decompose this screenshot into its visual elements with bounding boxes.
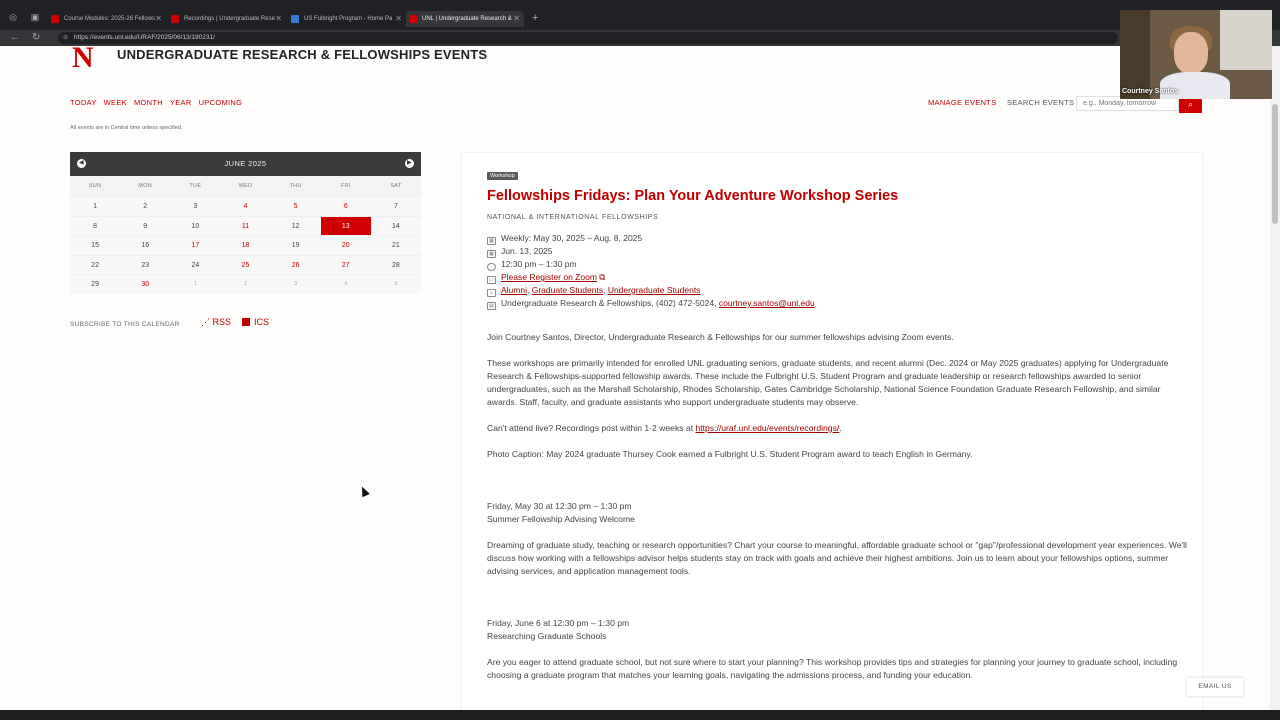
close-tab-icon[interactable]: ✕ — [275, 14, 282, 23]
calendar-day[interactable]: 15 — [70, 235, 120, 255]
event-audience: ☺ Alumni, Graduate Students, Undergraduate Students — [488, 285, 701, 296]
subscribe-label: SUBSCRIBE TO THIS CALENDAR — [70, 321, 180, 328]
recurrence-text: Weekly: May 30, 2025 – Aug. 8, 2025 — [501, 233, 643, 243]
calendar-day[interactable]: 25 — [220, 255, 270, 275]
calendar-day[interactable]: 27 — [321, 255, 371, 275]
calendar-day[interactable]: 16 — [120, 235, 170, 255]
calendar-icon: ▦ — [487, 237, 496, 245]
favicon-icon — [171, 15, 179, 23]
contact-text: Undergraduate Research & Fellowships, (402) 472-5024, — [501, 298, 717, 308]
site-title[interactable]: UNDERGRADUATE RESEARCH & FELLOWSHIPS EVENTS — [117, 47, 488, 62]
tab-title: Recordings | Undergraduate Rese — [184, 16, 275, 22]
event-intro: Join Courtney Santos, Director, Undergraduate Research & Fellowships for our summer fellowships advising Zoom events. — [487, 332, 954, 342]
event-location — [487, 272, 605, 284]
calendar-day[interactable]: 19 — [271, 235, 321, 255]
time-text: 12:30 pm – 1:30 pm — [501, 259, 577, 269]
webcam-overlay — [1120, 10, 1272, 99]
calendar-day-selected[interactable]: 13 — [321, 216, 371, 236]
nav-upcoming[interactable]: UPCOMING — [198, 98, 243, 107]
presenter-face — [1174, 32, 1208, 74]
prev-month-icon[interactable]: ◀ — [78, 160, 84, 166]
recordings-link[interactable]: https://uraf.unl.edu/events/recordings/ — [695, 423, 840, 433]
recordings-end: . — [839, 423, 842, 433]
search-events-label: SEARCH EVENTS — [1007, 98, 1075, 107]
reload-icon[interactable]: ↻ — [32, 32, 41, 43]
calendar-day[interactable]: 6 — [321, 196, 371, 216]
manage-events-link[interactable]: MANAGE EVENTS — [928, 98, 997, 107]
audience-undergrad-link[interactable]: Undergraduate Students — [607, 285, 701, 295]
external-link-icon: ⧉ — [599, 272, 606, 282]
rss-link[interactable] — [201, 317, 231, 328]
weekday-label: SAT — [390, 183, 402, 189]
weekday-label: TUE — [189, 183, 202, 189]
wall-background — [1220, 10, 1272, 70]
calendar-day[interactable]: 26 — [271, 255, 321, 275]
rss-label: RSS — [212, 317, 232, 327]
calendar-day[interactable]: 10 — [170, 216, 220, 236]
audience-grad-link[interactable]: Graduate Students — [531, 285, 604, 295]
tab-list-icon[interactable]: ▣ — [30, 12, 40, 22]
recordings-note — [487, 422, 1187, 435]
calendar-day[interactable]: 5 — [271, 196, 321, 216]
audience-alumni-link[interactable]: Alumni — [501, 285, 527, 295]
calendar-day[interactable]: 12 — [271, 216, 321, 236]
unl-logo[interactable]: N — [72, 46, 94, 74]
calendar-day[interactable]: 28 — [371, 255, 421, 275]
session-time: Friday, May 30 at 12:30 pm – 1:30 pm — [487, 501, 632, 511]
page-scrollbar[interactable] — [1270, 46, 1280, 710]
event-title: Fellowships Fridays: Plan Your Adventure Workshop Series — [487, 188, 899, 204]
event-recurrence — [487, 233, 642, 245]
calendar-weekdays — [70, 176, 421, 196]
zoom-register-link[interactable]: Please Register on Zoom — [501, 272, 597, 282]
view-navigation — [70, 98, 242, 107]
calendar-header — [70, 152, 421, 176]
weekday-label: WED — [238, 183, 253, 189]
laptop-icon: ▭ — [487, 276, 496, 284]
url-field[interactable] — [58, 32, 1118, 44]
clock-icon: · — [487, 263, 496, 271]
event-contact — [487, 298, 815, 310]
contact-email-link[interactable]: courtney.santos@unl.edu — [718, 298, 815, 308]
calendar-day[interactable]: 9 — [120, 216, 170, 236]
bookshelf-background — [1120, 10, 1150, 99]
rss-icon: ⋰ — [201, 317, 213, 327]
event-time — [487, 259, 577, 271]
browser-tab-active[interactable] — [406, 11, 524, 27]
event-description: These workshops are primarily intended for enrolled UNL graduating seniors, graduate students, and recent alumni (Dec. 2024 or May 2025 graduates) applying for Undergraduate Research & Fellowships-supported fellowship awards. These include the Fulbright U.S. Student Program and graduate leadership or research fellowships awarded to senior undergraduates, such as the Marshall Scholarship, Rhodes Scholarship, Gates Cambridge Scholarship, National Science Foundation Graduate Research Fellowship, and similar awards. Staff, faculty, and graduate assistants who support undergraduate students may observe. — [487, 358, 1169, 407]
contact-card-icon: ▤ — [487, 302, 496, 310]
calendar-days — [70, 196, 421, 294]
tab-title: UNL | Undergraduate Research & — [422, 16, 512, 22]
presenter-name: Courtney Santos — [1122, 88, 1179, 95]
calendar-day[interactable]: 3 — [170, 196, 220, 216]
people-icon: ☺ — [488, 290, 495, 296]
weekday-label: FRI — [340, 183, 351, 189]
url-text: https://events.unl.edu/URAF/2025/06/13/190231/ — [74, 34, 215, 41]
window-menu-icon[interactable]: ◎ — [9, 12, 17, 22]
calendar-day[interactable]: 2 — [220, 274, 270, 294]
calendar-day[interactable]: 4 — [321, 274, 371, 294]
close-tab-icon[interactable]: ✕ — [395, 14, 402, 23]
event-detail — [461, 152, 1203, 710]
browser-tab[interactable] — [48, 11, 166, 27]
address-bar — [0, 30, 1280, 46]
weekday-label: SUN — [88, 183, 102, 189]
calendar-day[interactable]: 24 — [170, 255, 220, 275]
nav-week[interactable]: WEEK — [103, 98, 127, 107]
close-tab-icon[interactable]: ✕ — [513, 14, 520, 23]
calendar-day[interactable]: 7 — [371, 196, 421, 216]
calendar-day[interactable]: 4 — [220, 196, 270, 216]
event-type-badge[interactable]: Workshop — [487, 172, 518, 180]
next-month-icon[interactable]: ▶ — [406, 160, 412, 166]
tab-title: US Fulbright Program - Home Pa — [304, 16, 393, 22]
nav-today[interactable]: TODAY — [70, 98, 97, 107]
weekday-label: THU — [289, 183, 302, 189]
calendar-icon — [242, 318, 250, 326]
browser-tab[interactable] — [288, 11, 406, 27]
nav-month[interactable]: MONTH — [133, 98, 163, 107]
calendar-day[interactable]: 3 — [271, 274, 321, 294]
event-date — [487, 246, 553, 258]
calendar-icon: ▦ — [487, 250, 496, 258]
browser-tab[interactable] — [168, 11, 286, 27]
web-page — [0, 46, 1270, 710]
session-title: Researching Graduate Schools — [487, 631, 607, 641]
calendar-day[interactable]: 18 — [220, 235, 270, 255]
calendar-day[interactable]: 2 — [120, 196, 170, 216]
scrollbar-thumb[interactable] — [1272, 104, 1278, 224]
event-subtitle: NATIONAL & INTERNATIONAL FELLOWSHIPS — [487, 214, 659, 221]
calendar-day[interactable]: 1 — [70, 196, 120, 216]
ics-link[interactable] — [242, 317, 269, 327]
calendar-day[interactable]: 5 — [371, 274, 421, 294]
calendar-day[interactable]: 20 — [321, 235, 371, 255]
close-tab-icon[interactable]: ✕ — [155, 14, 162, 23]
browser-tab-bar — [0, 0, 1280, 30]
site-info-icon[interactable]: ⊜ — [63, 35, 69, 41]
calendar-day[interactable]: 29 — [70, 274, 120, 294]
session-title: Summer Fellowship Advising Welcome — [487, 514, 635, 524]
calendar-day[interactable]: 22 — [70, 255, 120, 275]
calendar-day[interactable]: 23 — [120, 255, 170, 275]
recordings-text: Can't attend live? Recordings post within 1-2 weeks at — [487, 423, 694, 433]
date-text: Jun. 13, 2025 — [501, 246, 553, 256]
calendar-day[interactable]: 1 — [170, 274, 220, 294]
calendar-day[interactable]: 14 — [371, 216, 421, 236]
session-description: Dreaming of graduate study, teaching or research opportunities? Chart your course to meaningful, affordable graduate school or "gap"/professional development year experiences. We'll discuss how working with a fellowships advisor helps students stay on track with goals and achieve their highest ambitions. Join us to learn about your fellowships options, summer advising services, and application management tools. — [487, 540, 1187, 576]
window-bottom-edge — [0, 710, 1280, 720]
favicon-icon — [409, 15, 417, 23]
mouse-cursor-icon — [358, 485, 369, 497]
calendar-day[interactable]: 8 — [70, 216, 120, 236]
calendar-day[interactable]: 17 — [170, 235, 220, 255]
timezone-note: All events are in Central time unless specified. — [70, 125, 183, 131]
calendar-day[interactable]: 30 — [120, 274, 170, 294]
calendar-month[interactable]: JUNE 2025 — [224, 159, 267, 168]
search-icon: ⌕ — [1187, 99, 1194, 109]
weekday-label: MON — [138, 183, 153, 189]
calendar-day[interactable]: 11 — [220, 216, 270, 236]
new-tab-icon[interactable]: + — [532, 12, 539, 24]
favicon-icon — [291, 15, 299, 23]
mini-calendar — [70, 152, 421, 294]
nav-year[interactable]: YEAR — [169, 98, 192, 107]
photo-caption: Photo Caption: May 2024 graduate Thursey Cook earned a Fulbright U.S. Student Program award to teach English in Germany. — [487, 449, 973, 459]
tab-title: Course Modules: 2025-26 Fellows — [64, 16, 156, 22]
ics-label: ICS — [254, 317, 270, 327]
favicon-icon — [51, 15, 59, 23]
session-time: Friday, June 6 at 12:30 pm – 1:30 pm — [487, 618, 630, 628]
email-us-button[interactable]: EMAIL US — [1187, 678, 1243, 696]
back-icon[interactable]: ← — [10, 32, 20, 43]
calendar-day[interactable]: 21 — [371, 235, 421, 255]
session-description: Are you eager to attend graduate school, but not sure where to start your planning? This workshop provides tips and strategies for planning your journey to graduate school, including choosing a graduate program that matches your learning goals, navigating the admissions process, and funding your education. — [487, 657, 1178, 680]
